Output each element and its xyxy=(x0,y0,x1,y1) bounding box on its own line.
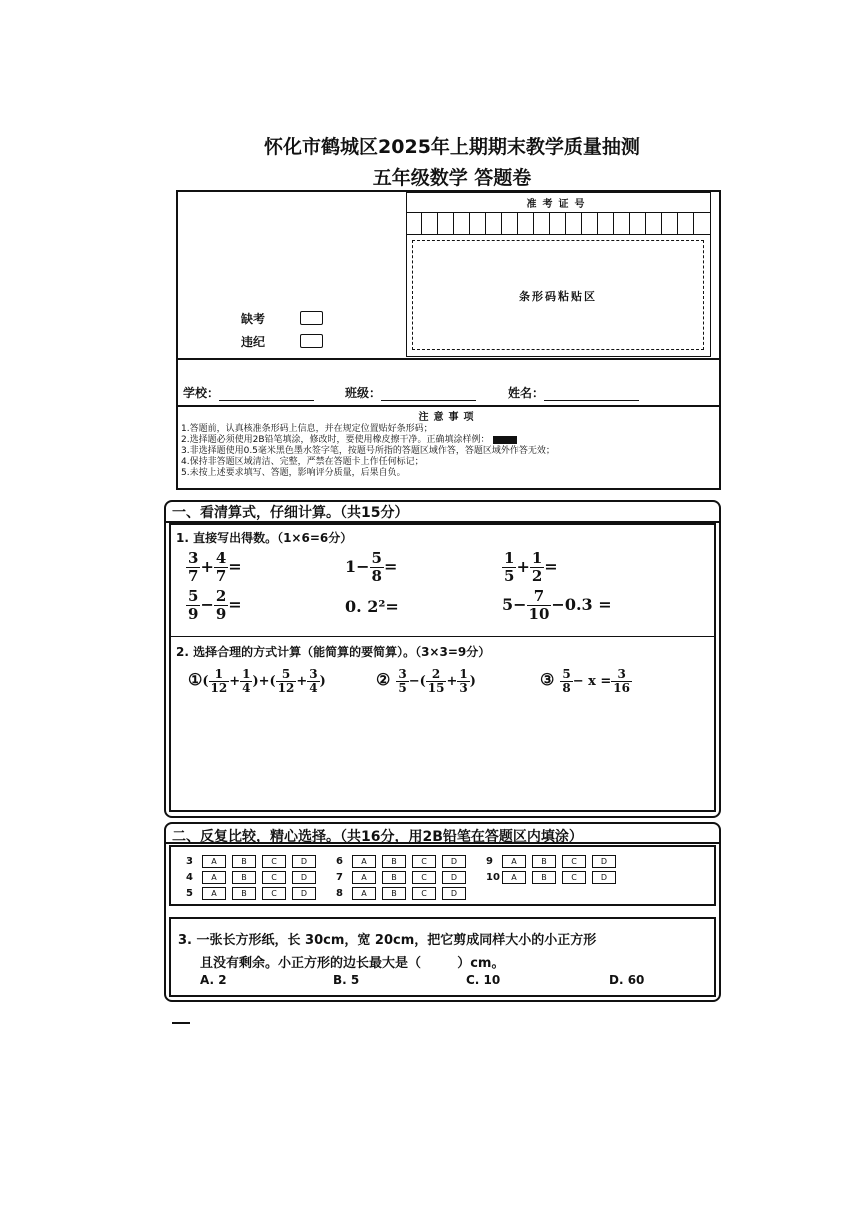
notice-item: 2.选择题必须使用2B铅笔填涂，修改时，要使用橡皮擦干净。正确填涂样例： xyxy=(181,435,716,446)
q1-item-f: 5− $\frac{7}{10}$ −0.3 = xyxy=(502,587,612,623)
page-title: 怀化市鹤城区2025年上期期末教学质量抽测 xyxy=(264,136,640,158)
name-label: 姓名： xyxy=(508,386,545,400)
notice-list xyxy=(181,424,716,479)
admission-number-grid[interactable] xyxy=(406,212,711,235)
header-divider-1 xyxy=(176,358,721,360)
page-subtitle: 五年级数学 答题卷 xyxy=(372,167,532,189)
q1-item-d: $\frac{5}{9}$ − $\frac{2}{9}$ = xyxy=(188,587,242,623)
notice-item: 3.非选择题使用0.5毫米黑色墨水签字笔，按题号所指的答题区域作答，答题区域外作答无效； xyxy=(181,446,555,456)
q1-item-b: 1− $\frac{5}{8}$ = xyxy=(345,549,398,585)
answer-bubble-a[interactable]: A xyxy=(352,855,376,868)
answer-bubble-b[interactable]: B xyxy=(232,855,256,868)
notice-item: 5.未按上述要求填写、答题，影响评分质量，后果自负。 xyxy=(181,468,406,478)
q2-marker-3: ③ xyxy=(540,670,555,689)
q1-item-a: $\frac{3}{7}$ + $\frac{4}{7}$ = xyxy=(188,549,242,585)
answer-bubble-d[interactable]: D xyxy=(442,887,466,900)
q2-title: 2. 选择合理的方式计算（能简算的要简算）。（3×3=9分） xyxy=(176,645,491,659)
answer-bubble-d[interactable]: D xyxy=(292,887,316,900)
page-edge-mark xyxy=(172,1022,190,1024)
q1-q2-divider xyxy=(169,636,716,637)
q3-text-line1: 3. 一张长方形纸，长 30cm，宽 20cm，把它剪成同样大小的小正方形 xyxy=(178,933,597,948)
answer-bubble-a[interactable]: A xyxy=(352,871,376,884)
answer-bubble-c[interactable]: C xyxy=(562,855,586,868)
q2-item-1: ①( $\frac{1}{12}$ + $\frac{1}{4}$ )+( $\frac{5}{12}$ + $\frac{3}{4}$ ) xyxy=(188,667,326,695)
fill-sample xyxy=(493,436,517,444)
q1-item-c: $\frac{1}{5}$ + $\frac{1}{2}$ = xyxy=(504,549,558,585)
answer-question-number: 10 xyxy=(486,872,500,883)
admission-number-label: 准考证号 xyxy=(526,199,591,210)
answer-question-number: 6 xyxy=(336,856,343,867)
answer-bubble-b[interactable]: B xyxy=(232,871,256,884)
q1-item-e: 0. 2²= xyxy=(345,597,399,616)
answer-question-number: 7 xyxy=(336,872,343,883)
q2-marker-2: ② xyxy=(376,670,391,689)
answer-bubble-a[interactable]: A xyxy=(202,855,226,868)
answer-bubble-d[interactable]: D xyxy=(292,855,316,868)
answer-bubble-d[interactable]: D xyxy=(592,871,616,884)
answer-bubble-a[interactable]: A xyxy=(502,855,526,868)
school-label: 学校： xyxy=(183,386,220,400)
answer-bubble-c[interactable]: C xyxy=(562,871,586,884)
answer-row xyxy=(336,883,472,902)
q3-choice-c: C. 10 xyxy=(466,973,501,987)
section2-heading-underline xyxy=(164,842,721,844)
answer-question-number: 3 xyxy=(186,856,193,867)
q2-item-2: ② $\frac{3}{5}$ −( $\frac{2}{15}$ + $\frac{1}{3}$ ) xyxy=(376,667,476,695)
answer-bubble-b[interactable]: B xyxy=(532,871,556,884)
answer-question-number: 4 xyxy=(186,872,193,883)
answer-bubble-c[interactable]: C xyxy=(262,871,286,884)
answer-bubble-c[interactable]: C xyxy=(412,871,436,884)
absent-checkbox[interactable] xyxy=(300,311,323,325)
answer-bubble-d[interactable]: D xyxy=(292,871,316,884)
answer-bubble-b[interactable]: B xyxy=(382,855,406,868)
answer-bubble-c[interactable]: C xyxy=(412,855,436,868)
answer-bubble-d[interactable]: D xyxy=(592,855,616,868)
notice-title: 注意事项 xyxy=(418,412,479,423)
class-label: 班级： xyxy=(345,386,382,400)
answer-row xyxy=(486,867,622,886)
header-divider-2 xyxy=(176,405,721,407)
answer-bubble-a[interactable]: A xyxy=(202,887,226,900)
violation-checkbox[interactable] xyxy=(300,334,323,348)
answer-bubble-a[interactable]: A xyxy=(352,887,376,900)
answer-bubble-b[interactable]: B xyxy=(382,887,406,900)
barcode-label: 条形码粘贴区 xyxy=(519,290,597,303)
section1-heading: 一、看清算式，仔细计算。（共15分） xyxy=(172,505,409,521)
school-field[interactable] xyxy=(183,384,314,401)
answer-grid xyxy=(186,851,706,901)
q2-item-3: ③ $\frac{5}{8}$ − x = $\frac{3}{16}$ xyxy=(540,667,630,695)
q3-choice-d: D. 60 xyxy=(609,973,645,987)
name-field[interactable] xyxy=(508,384,639,401)
answer-bubble-c[interactable]: C xyxy=(412,887,436,900)
answer-bubble-b[interactable]: B xyxy=(382,871,406,884)
notice-item: 1.答题前，认真核准条形码上信息，并在规定位置贴好条形码； xyxy=(181,424,433,434)
section2-heading: 二、反复比较，精心选择。（共16分，用2B铅笔在答题区内填涂） xyxy=(172,829,583,845)
answer-question-number: 5 xyxy=(186,888,193,899)
answer-bubble-a[interactable]: A xyxy=(202,871,226,884)
answer-bubble-b[interactable]: B xyxy=(232,887,256,900)
class-field[interactable] xyxy=(345,384,476,401)
q3-choice-a: A. 2 xyxy=(200,973,227,987)
answer-bubble-d[interactable]: D xyxy=(442,855,466,868)
answer-bubble-c[interactable]: C xyxy=(262,855,286,868)
q2-marker-1: ① xyxy=(188,670,203,689)
violation-label: 违纪 xyxy=(241,335,266,349)
answer-bubble-d[interactable]: D xyxy=(442,871,466,884)
absent-label: 缺考 xyxy=(241,312,266,326)
q3-text-line2: 且没有剩余。小正方形的边长最大是（ ）cm。 xyxy=(200,956,505,971)
q3-choice-b: B. 5 xyxy=(333,973,360,987)
answer-question-number: 8 xyxy=(336,888,343,899)
answer-bubble-c[interactable]: C xyxy=(262,887,286,900)
q1-title: 1. 直接写出得数。（1×6=6分） xyxy=(176,531,353,545)
answer-question-number: 9 xyxy=(486,856,493,867)
answer-bubble-b[interactable]: B xyxy=(532,855,556,868)
notice-item: 4.保持非答题区域清洁、完整，严禁在答题卡上作任何标记； xyxy=(181,457,424,467)
answer-row xyxy=(186,883,322,902)
answer-bubble-a[interactable]: A xyxy=(502,871,526,884)
